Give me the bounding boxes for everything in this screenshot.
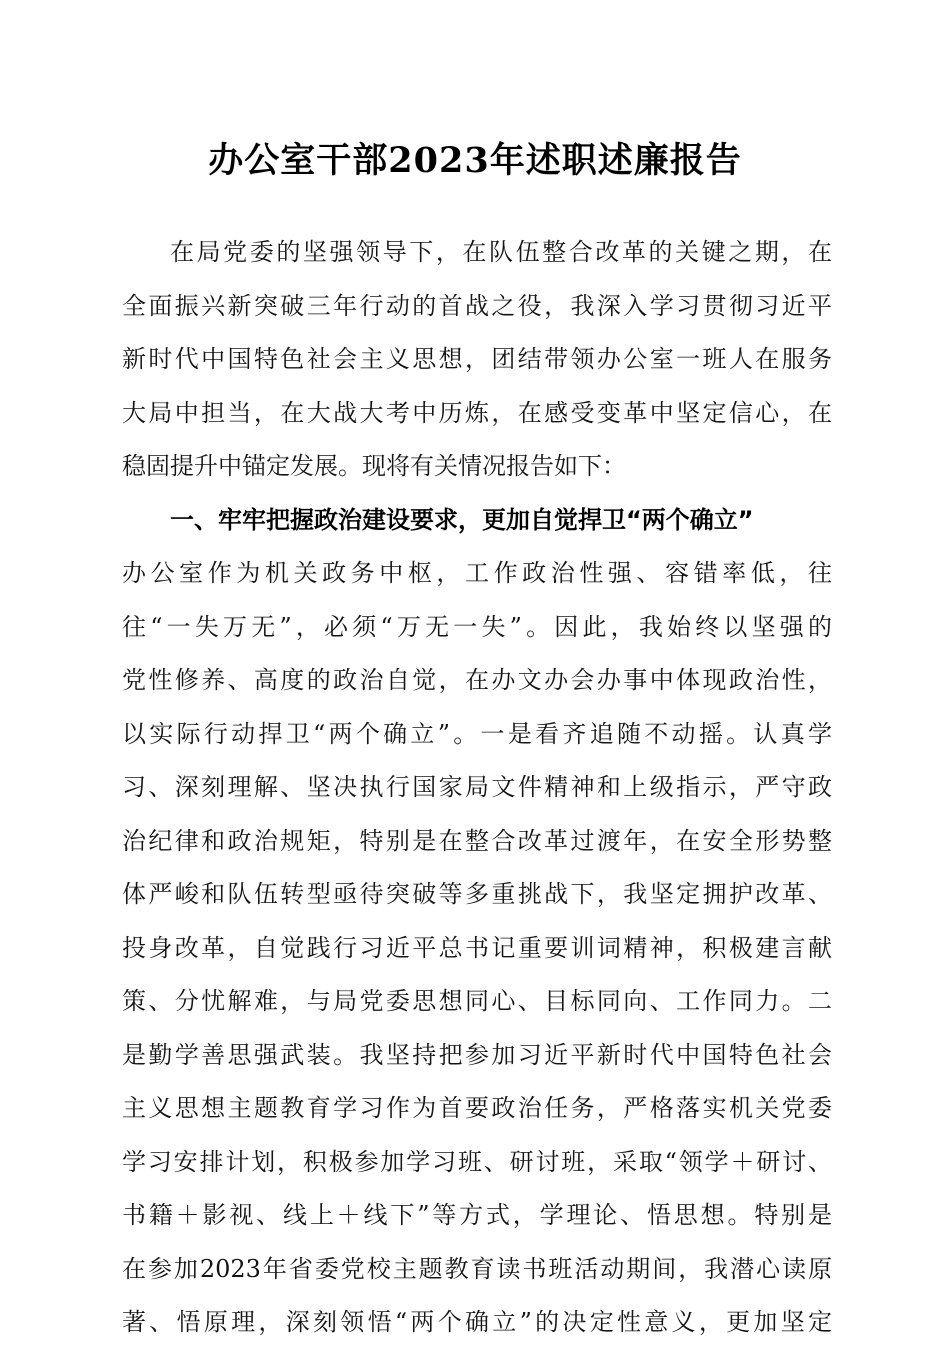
paragraph-line: 学习安排计划，积极参加学习班、研讨班，采取“领学＋研讨、: [122, 1147, 832, 1176]
paragraph-line: 大局中担当，在大战大考中历炼，在感受变革中坚定信心，在: [122, 398, 832, 427]
paragraph-line: 是勤学善思强武装。我坚持把参加习近平新时代中国特色社会: [122, 1040, 832, 1069]
document-body: [122, 226, 832, 1350]
section-heading: 一、牢牢把握政治建设要求，更加自觉捍卫“两个确立”: [170, 505, 754, 534]
paragraph-line: 主义思想主题教育学习作为首要政治任务，严格落实机关党委: [122, 1094, 832, 1122]
paragraph-line: 在参加2023年省委党校主题教育读书班活动期间，我潜心读原: [122, 1254, 832, 1283]
paragraph-line: 在局党委的坚强领导下，在队伍整合改革的关键之期，在: [170, 238, 832, 266]
paragraph-line: 新时代中国特色社会主义思想，团结带领办公室一班人在服务: [122, 345, 832, 373]
paragraph-line: 办公室作为机关政务中枢，工作政治性强、容错率低，往: [122, 559, 832, 587]
paragraph-line: 稳固提升中锚定发展。现将有关情况报告如下：: [122, 452, 626, 480]
paragraph-line: 习、深刻理解、坚决执行国家局文件精神和上级指示，严守政: [122, 773, 832, 801]
paragraph-line: 往“一失万无”，必须“万无一失”。因此，我始终以坚强的: [122, 612, 832, 641]
paragraph-line: 体严峻和队伍转型亟待突破等多重挑战下，我坚定拥护改革、: [122, 880, 832, 908]
paragraph-line: 全面振兴新突破三年行动的首战之役，我深入学习贯彻习近平: [122, 291, 832, 320]
document-title: 办公室干部2023年述职述廉报告: [208, 140, 742, 181]
paragraph-line: 著、悟原理，深刻领悟“两个确立”的决定性意义，更加坚定: [122, 1308, 832, 1336]
paragraph-line: 以实际行动捍卫“两个确立”。一是看齐追随不动摇。认真学: [122, 719, 832, 748]
paragraph-line: 党性修养、高度的政治自觉，在办文办会办事中体现政治性，: [122, 666, 832, 694]
paragraph-line: 策、分忧解难，与局党委思想同心、目标同向、工作同力。二: [122, 987, 832, 1015]
paragraph-line: 书籍＋影视、线上＋线下”等方式，学理论、悟思想。特别是: [122, 1201, 832, 1229]
paragraph-line: 治纪律和政治规矩，特别是在整合改革过渡年，在安全形势整: [122, 826, 832, 855]
paragraph-line: 投身改革，自觉践行习近平总书记重要训词精神，积极建言献: [122, 933, 832, 962]
